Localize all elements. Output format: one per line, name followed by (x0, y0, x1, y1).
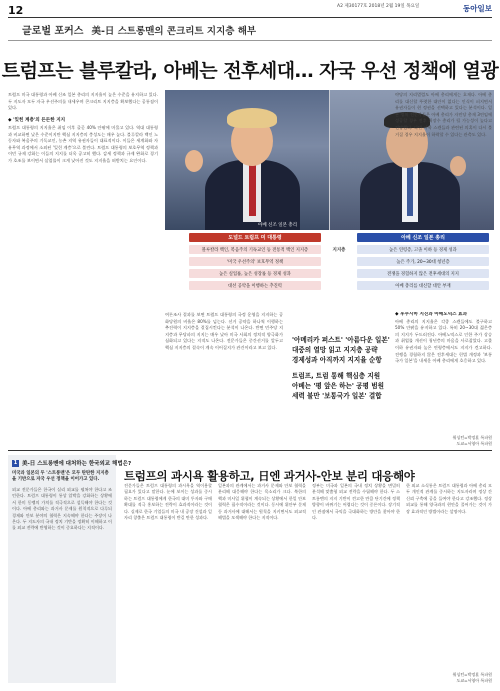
bottom-column-2: 일본과의 관계에서는 과거사 문제와 안보 협력을 분리해 대응해야 한다는 목소리가 크다. 북한의 핵과 미사일 위협이 계속되는 상황에서 한일 안보 협력은 필수적이라는 것이다. 동시에 위안부 문제 등 과거사에 대해서는 원칙을 지키면서도 외교적 해법을 모색해야 한다는 지적이다. (218, 483, 306, 521)
pull-quote-line: 아베는 '평 앞은 하는' 공평 범원 (292, 382, 384, 390)
center-label-1: 지지층 (332, 247, 346, 253)
bottom-column-4: 한 외교 소식통은 트럼프 대통령과 아베 총리 모두 개인적 관계를 중시하는 지도자라며 정상 간 신뢰 구축에 공을 들여야 한다고 강조했다. 정상 외교를 통해 양국과의 현안을 풀어가는 것이 가장 효과적인 방법이라는 설명이다. (406, 483, 492, 514)
section-name: 글로벌 포커스 (22, 26, 84, 37)
trump-photo (165, 90, 329, 230)
article-column-2 (165, 312, 283, 447)
pull-quote (292, 335, 388, 401)
sidebar-body: 외교 전문가들은 한국이 실리 외교를 펼쳐야 한다고 조언한다. 트럼프 대통령이 통상 압박을 강화하는 상황에서 한미 동맹의 가치를 적극적으로 설득해야 한다는 것이다. 아베 총리와는 과거사 문제를 원칙적으로 다루되 경제와 안보 분야의 협력은 지속해야 한다는 주장이 나온다. 두 지도자의 국내 정치 기반을 정확히 이해하고 이를 외교 전략에 반영하는 것이 중요하다는 지적이다. (12, 487, 112, 531)
article-body-2: 여론조사 결과를 보면 트럼프 대통령의 국정 운영을 지지하는 공화당원의 비율은 80%를 넘는다. 선거 공약을 하나씩 이행하는 추진력이 지지층을 결집시킨다는 분석이 나온다. 반면 민주당 지지층과 무당파의 지지는 매우 낮아 미국 사회의 정치적 양극화가 심화되고 있다는 지적도 나온다. 전문가들은 중간선거를 앞두고 핵심 지지층의 결속이 계속 이어질지가 관건이라고 보고 있다. (165, 312, 283, 350)
article-lead: 트럼프 미국 대통령과 아베 신조 일본 총리의 지지율이 높은 수준을 유지하고 있다. 두 지도자 모두 자국 우선주의를 내세우며 콘크리트 지지층을 확보했다는 공통점이 있다. (8, 92, 158, 111)
abe-row-3: 전쟁을 경험하지 않은 전후세대의 지지 (357, 269, 489, 278)
main-headline: 트럼프는 블루칼라, 아베는 전후세대… 자국 우선 정책에 열광 (1, 60, 499, 82)
abe-row-2: 높은 주가, 20~30대 청년층 (357, 257, 489, 266)
middle-rule (8, 450, 492, 451)
sidebar-number: 1 (13, 459, 18, 466)
sidebar-title-text: 美-日 스트롱맨에 대처하는 한국외교 해법은? (22, 461, 132, 467)
photo-caption: 아베 신조 일본 총리 (258, 223, 298, 228)
byline-3: 워싱턴=박정훈 특파원 (452, 672, 492, 677)
sidebar-box (8, 455, 132, 683)
top-rule (8, 17, 492, 18)
pull-quote-line: 트럼프, 트럼 통해 핵심층 지원 (292, 372, 381, 380)
center-label-3 (323, 269, 355, 278)
section-header (22, 22, 256, 37)
trump-row-3: 높은 실업률, 높은 성장률 등 경제 성과 (189, 269, 321, 278)
center-label-4 (323, 281, 355, 290)
article-body-3: 아베 총리의 지지율은 각종 스캔들에도 불구하고 50% 안팎을 유지하고 있다. 특히 20~30대 젊은층의 지지가 두드러진다. 아베노믹스로 인한 주가 상승과 취업률 개선이 청년층의 마음을 사로잡았다. 고졸 이하 유권자와 높은 연령층에서도 지지가 견고하다. 전쟁을 경험하지 않은 전후세대는 헌법 개정과 '보통국가 일본'을 내세운 아베 총리에게 호응하고 있다. (395, 318, 492, 364)
pull-quote-line: 경제성과 아직까지 지지율 순항 (292, 356, 382, 364)
pull-quote-line: 대중의 열망 읽고 지지층 공략 (292, 346, 378, 354)
article-column-4 (395, 92, 492, 227)
sidebar-title (12, 459, 131, 467)
bottom-column-3: 정부는 미국과 일본의 국내 정치 상황을 면밀히 분석해 맞춤형 외교 전략을 수립해야 한다. 두 스트롱맨의 지지 기반이 견고한 만큼 단기간에 정책 방향이 바뀌기는 어렵다는 것이 중론이다. 장기적인 관점에서 국익을 극대화하는 방안을 찾아야 한다. (312, 483, 400, 521)
trump-row-1: 블루칼라 백인, 복음주의 기독교인 등 전통적 백인 지지층 (189, 245, 321, 254)
section-rule (8, 40, 492, 41)
bottom-column-1: 전문가들은 트럼프 대통령의 과시욕을 역이용할 필요가 있다고 말한다. 눈에 보이는 성과를 중시하는 트럼프 대통령에게 한국의 대미 투자와 구매 확대를 적극 홍보하는 전략이 효과적이라는 것이다. 실제로 한국 기업들의 미국 내 공장 건설과 일자리 창출은 트럼프 대통령이 반길 만한 성과다. (124, 483, 212, 521)
article-body-1: 트럼프 대통령의 지지율은 취임 이후 줄곧 40% 안팎에 머물고 있다. 역대 대통령과 비교하면 낮은 수준이지만 핵심 지지층의 충성도는 매우 높다. 블루칼라 백인 노동자와 복음주의 기독교인, 농촌 지역 유권자들이 대표적이다. 이들은 세계화와 자유무역 과정에서 소외된 '잊힌 계층'으로 불린다. 트럼프 대통령의 보호무역 정책과 이민 규제 강화는 이들의 지지를 더욱 공고히 했다. 감세 정책과 규제 완화로 경기가 호조를 보이면서 실업률이 크게 낮아진 것도 지지율을 떠받치는 요인이다. (8, 124, 158, 163)
byline-1: 워싱턴=박정훈 특파원 (452, 435, 492, 440)
paper-name: 동아일보 (463, 4, 492, 13)
abe-row-1: 높은 연령층, 고졸 이하 등 경제 성과 (357, 245, 489, 254)
trump-row-4: 대선 공약을 이행하는 추진력 (189, 281, 321, 290)
sidebar-lead: 미국과 일본의 두 '스트롱맨'은 모두 탄탄한 지지층을 기반으로 자국 우선 정책을 이어가고 있다. (12, 471, 109, 483)
byline-2: 도쿄=서영아 특파원 (456, 441, 492, 446)
pull-quote-line: '아메리카 퍼스트' '아름다운 일본' (292, 336, 390, 344)
abe-row-4: 아베 총리를 대신할 대안 부재 (357, 281, 489, 290)
trump-header: 도널드 트럼프 미 대통령 (189, 233, 321, 242)
abe-header: 아베 신조 일본 총리 (357, 233, 489, 242)
page-number: 12 (8, 3, 24, 17)
article-body-4: 야당의 지리멸렬도 아베 총리에게는 호재다. 아베 총리를 대신할 뚜렷한 대안이 없다는 인식이 퍼지면서 유권자들이 현 정권을 선택하고 있다는 분석이다. 일본 정치 전문가들은 아베 총리가 자민당 총재 3연임에 성공할 경우 전후 최장수 총리가 될 가능성이 높다고 전망했다. 다만 사학 스캔들과 관련된 의혹이 다시 불거질 경우 지지율이 하락할 수 있다는 관측도 있다. (395, 92, 492, 137)
center-label-2 (323, 257, 355, 266)
article-subhead-1: ◆ '잊힌 계층'의 든든한 지지 (8, 118, 66, 124)
byline-4: 도쿄=서영아 특파원 (456, 678, 492, 683)
trump-row-2: '미국 우선주의' 보호무역 정책 (189, 257, 321, 266)
article-column-3 (395, 312, 492, 432)
issue-date: A2 제30177호 2018년 2월 19일 목요일 (337, 4, 420, 9)
comparison-table (189, 233, 489, 305)
article-subhead-2: ◆ 후쿠시마 지진과 아베노믹스 효과 (395, 312, 468, 317)
article-column-1 (8, 92, 158, 447)
section-topic: 美-日 스트롱맨의 콘크리트 지지층 해부 (91, 25, 257, 37)
bottom-headline: 트럼프의 과시욕 활용하고, 日엔 과거사-안보 분리 대응해야 (124, 469, 415, 483)
pull-quote-line: 세력 불만 '보통국가 일본' 결합 (292, 392, 382, 400)
